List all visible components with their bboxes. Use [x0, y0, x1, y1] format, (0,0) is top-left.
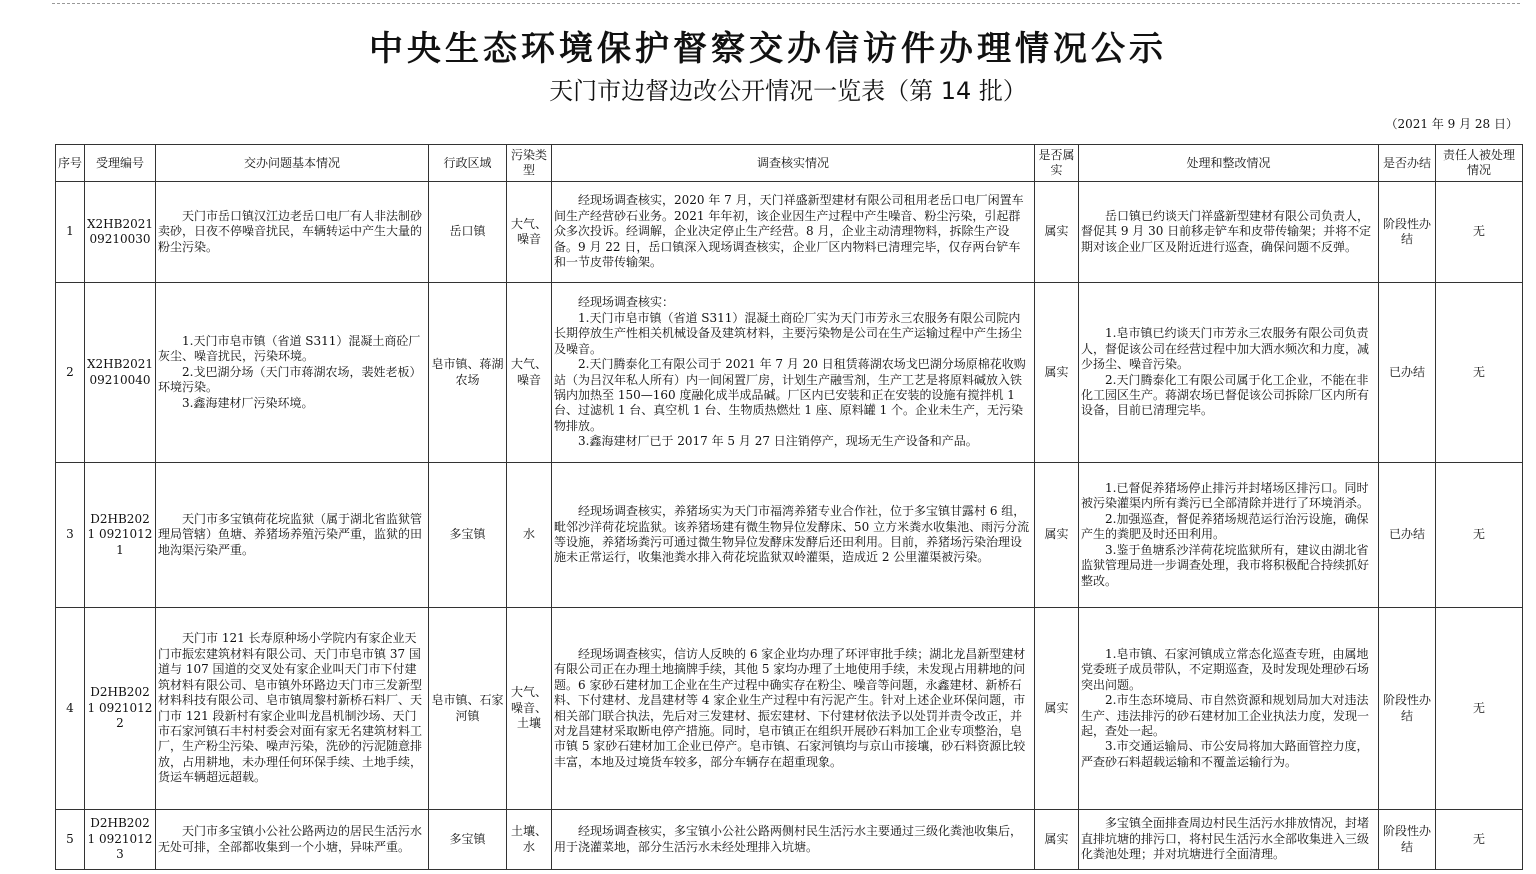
investigation-cell — [552, 608, 1035, 810]
code-cell: X2HB2021 09210040 — [85, 283, 156, 463]
is-true-cell: 属实 — [1035, 182, 1079, 283]
handling-cell — [1079, 608, 1379, 810]
pollution-type-cell: 大气、噪音、土壤 — [507, 608, 552, 810]
basic-situation-cell — [156, 608, 429, 810]
accountability-cell: 无 — [1436, 463, 1523, 608]
header-code: 受理编号 — [85, 145, 156, 182]
is-true-cell: 属实 — [1035, 810, 1079, 870]
handling-cell — [1079, 810, 1379, 870]
region-cell: 多宝镇 — [429, 810, 507, 870]
paragraph: 岳口镇已约谈天门祥盛新型建材有限公司负责人，督促其 9 月 30 日前移走铲车和皮带传输架；并将不定期对该企业厂区及附近进行巡查，确保问题不反弹。 — [1081, 208, 1372, 254]
is-closed-cell: 阶段性办结 — [1379, 810, 1436, 870]
code-cell: X2HB2021 09210030 — [85, 182, 156, 283]
is-true-cell: 属实 — [1035, 283, 1079, 463]
investigation-cell — [552, 810, 1035, 870]
paragraph: 经现场调查核实： — [578, 295, 675, 310]
paragraph: 经现场调查核实，养猪场实为天门市福湾养猪专业合作社，位于多宝镇甘露村 6 组，毗邻沙洋荷花垸监狱。该养猪场建有微生物异位发酵床、50 立方米粪水收集池、雨污分流等设施，养猪场粪污可通过微生物异位发酵床发酵后还田利用。目前，养猪场污染治理设施未正常运行，收集池粪水排入荷花垸监狱双岭灌渠，造成近 2 公里灌渠被污染。 — [554, 504, 1030, 565]
is-closed-cell: 阶段性办结 — [1379, 182, 1436, 283]
accountability-cell: 无 — [1436, 283, 1523, 463]
handling-cell — [1079, 182, 1379, 283]
seq-cell: 3 — [56, 463, 85, 608]
paragraph: 1.天门市皂市镇（省道 S311）混凝土商砼厂实为天门市芳永三农服务有限公司院内长期停放生产性相关机械设备及建筑材料，主要污染物是公司在生产运输过程中产生扬尘及噪音。 — [554, 310, 1023, 356]
paragraph: 2.加强巡查，督促养猪场规范运行治污设施，确保产生的粪肥及时还田利用。 — [1081, 511, 1369, 542]
investigation-cell — [552, 463, 1035, 608]
paragraph: 天门市多宝镇小公社公路两边的居民生活污水无处可排，全部都收集到一个小塘，异味严重。 — [158, 824, 423, 854]
header-region: 行政区域 — [429, 145, 507, 182]
paragraph: 2.戈巴湖分场（天门市蒋湖农场，裴姓老板）环境污染。 — [158, 364, 422, 395]
table-row — [56, 283, 1523, 463]
code-cell: D2HB2021 09210122 — [85, 608, 156, 810]
code-cell: D2HB2021 09210121 — [85, 463, 156, 608]
region-cell: 岳口镇 — [429, 182, 507, 283]
basic-situation-cell — [156, 810, 429, 870]
region-cell: 多宝镇 — [429, 463, 507, 608]
table-row — [56, 810, 1523, 870]
table-header-row — [56, 145, 1523, 182]
handling-cell — [1079, 463, 1379, 608]
paragraph: 1.已督促养猪场停止排污并封堵场区排污口。同时被污染灌渠内所有粪污已全部清除并进行了环境消杀。 — [1081, 481, 1370, 511]
seq-cell: 5 — [56, 810, 85, 870]
paragraph: 天门市多宝镇荷花垸监狱（属于湖北省监狱管理局管辖）鱼塘、养猪场养殖污染严重，监狱的田地沟渠污染严重。 — [158, 511, 423, 557]
header-pollution: 污染类型 — [507, 145, 552, 182]
header-handling: 处理和整改情况 — [1079, 145, 1379, 182]
paragraph: 3.鉴于鱼塘系沙洋荷花垸监狱所有，建议由湖北省监狱管理局进一步调查处理，我市将积极配合持续抓好整改。 — [1081, 542, 1370, 588]
pollution-type-cell: 大气、噪音 — [507, 283, 552, 463]
top-dashed-rule — [52, 3, 1520, 4]
table-row — [56, 463, 1523, 608]
pollution-type-cell: 土壤、水 — [507, 810, 552, 870]
seq-cell: 2 — [56, 283, 85, 463]
header-accountability: 责任人被处理情况 — [1436, 145, 1523, 182]
header-basic: 交办问题基本情况 — [156, 145, 429, 182]
region-cell: 皂市镇、石家河镇 — [429, 608, 507, 810]
region-cell: 皂市镇、蒋湖农场 — [429, 283, 507, 463]
paragraph: 1.皂市镇、石家河镇成立常态化巡查专班，由属地党委班子成员带队，不定期巡查，及时发现处理砂石场突出问题。 — [1081, 646, 1370, 692]
pollution-type-cell: 水 — [507, 463, 552, 608]
basic-situation-cell — [156, 182, 429, 283]
header-seq: 序号 — [56, 145, 85, 182]
paragraph: 经现场调查核实，2020 年 7 月，天门祥盛新型建材有限公司租用老岳口电厂闲置车间生产经营砂石业务。2021 年年初，该企业因生产过程中产生噪音、粉尘污染，引起群众多次投诉。经调解，企业决定停止生产经营。8 月，企业主动清理物料，拆除生产设备。9 月 22 日，岳口镇深入现场调查核实，企业厂区内物料已清理完毕，仅存两台铲车和一节皮带传输架。 — [554, 193, 1024, 270]
publish-date: （2021 年 9 月 28 日） — [1385, 117, 1518, 131]
paragraph: 2.天门腾泰化工有限公司属于化工企业，不能在非化工园区生产。蒋湖农场已督促该公司拆除厂区内所有设备，目前已清理完毕。 — [1081, 372, 1370, 418]
paragraph: 2.天门腾泰化工有限公司于 2021 年 7 月 20 日租赁蒋湖农场戈巴湖分场原棉花收购站（为吕汉年私人所有）内一间闲置厂房，计划生产融雪剂，生产工艺是将原料碱放入铁锅内加热至 150—160 度融化成半成品碱。厂区内已安装和正在安装的设施有搅拌机 1 台、过滤机 1 台、真空机 1 台、生物质热燃灶 1 座、原料罐 1 个。企业未生产，无污染物排放。 — [554, 357, 1026, 433]
basic-situation-cell — [156, 283, 429, 463]
page-subtitle: 天门市边督边改公开情况一览表（第 14 批） — [549, 77, 1027, 105]
handling-cell — [1079, 283, 1379, 463]
accountability-cell: 无 — [1436, 608, 1523, 810]
is-true-cell: 属实 — [1035, 608, 1079, 810]
is-closed-cell: 已办结 — [1379, 283, 1436, 463]
investigation-cell — [552, 182, 1035, 283]
table-row — [56, 608, 1523, 810]
accountability-cell: 无 — [1436, 810, 1523, 870]
seq-cell: 4 — [56, 608, 85, 810]
header-investigation: 调查核实情况 — [552, 145, 1035, 182]
paragraph: 天门市岳口镇汉江边老岳口电厂有人非法制砂卖砂，日夜不停噪音扰民，车辆转运中产生大量的粉尘污染。 — [158, 208, 423, 254]
header-true: 是否属实 — [1035, 145, 1079, 182]
paragraph: 1.皂市镇已约谈天门市芳永三农服务有限公司负责人，督促该公司在经营过程中加大洒水频次和力度，减少扬尘、噪音污染。 — [1081, 326, 1370, 372]
paragraph: 3.鑫海建材厂污染环境。 — [182, 395, 314, 410]
accountability-cell: 无 — [1436, 182, 1523, 283]
seq-cell: 1 — [56, 182, 85, 283]
paragraph: 1.天门市皂市镇（省道 S311）混凝土商砼厂灰尘、噪音扰民，污染环境。 — [158, 333, 421, 364]
paragraph: 多宝镇全面排查周边村民生活污水排放情况，封堵直排坑塘的排污口，将村民生活污水全部收集进入三级化粪池处理；并对坑塘进行全面清理。 — [1081, 816, 1370, 862]
header-closed: 是否办结 — [1379, 145, 1436, 182]
paragraph: 3.鑫海建材厂已于 2017 年 5 月 27 日注销停产，现场无生产设备和产品。 — [578, 434, 978, 449]
basic-situation-cell — [156, 463, 429, 608]
paragraph: 经现场调查核实，信访人反映的 6 家企业均办理了环评审批手续；湖北龙昌新型建材有限公司正在办理土地摘牌手续，其他 5 家均办理了土地使用手续，未发现占用耕地的问题。6 家砂石建材加工企业在生产过程中确实存在粉尘、噪音等问题，永鑫建材、新桥石料、下付建材、龙昌建材等 4 家企业生产过程中有污泥产生。针对上述企业环保问题，市相关部门联合执法，先后对三发建材、振宏建材、下付建材依法予以处罚并责令改正，并对龙昌建材采取断电停产措施。同时，皂市镇正在组织开展砂石料加工企业专项整治，皂市镇 5 家砂石建材加工企业已停产。皂市镇、石家河镇均与京山市接壤，砂石料资源比较丰富，本地及过境货车较多，部分车辆存在超重现象。 — [554, 646, 1026, 769]
paragraph: 经现场调查核实，多宝镇小公社公路两侧村民生活污水主要通过三级化粪池收集后，用于浇灌菜地，部分生活污水未经处理排入坑塘。 — [554, 824, 1023, 854]
page-title: 中央生态环境保护督察交办信访件办理情况公示 — [369, 29, 1167, 69]
investigation-cell — [552, 283, 1035, 463]
is-true-cell: 属实 — [1035, 463, 1079, 608]
paragraph: 天门市 121 长寿原种场小学院内有家企业天门市振宏建筑材料有限公司、天门市皂市镇 37 国道与 107 国道的交叉处有家企业叫天门市下付建筑材料有限公司、皂市镇外环路边天门市三发新型材料科技有限公司、皂市镇周黎村新桥石料厂、天门市 121 段新村有家企业叫龙昌机制沙场、天门市石家河镇石丰村村委会对面有家无名建筑材料工厂，生产粉尘污染、噪声污染，洗砂的污泥随意排放，占用耕地，未办理任何环保手续、土地手续，货运车辆超远超载。 — [158, 631, 423, 785]
paragraph: 3.市交通运输局、市公安局将加大路面管控力度，严查砂石料超载运输和不覆盖运输行为。 — [1081, 739, 1369, 769]
pollution-type-cell: 大气、噪音 — [507, 182, 552, 283]
code-cell: D2HB2021 09210123 — [85, 810, 156, 870]
is-closed-cell: 已办结 — [1379, 463, 1436, 608]
is-closed-cell: 阶段性办结 — [1379, 608, 1436, 810]
paragraph: 2.市生态环境局、市自然资源和规划局加大对违法生产、违法排污的砂石建材加工企业执法力度，发现一起，查处一起。 — [1081, 693, 1370, 738]
table-row — [56, 182, 1523, 283]
petition-table — [55, 144, 1523, 870]
